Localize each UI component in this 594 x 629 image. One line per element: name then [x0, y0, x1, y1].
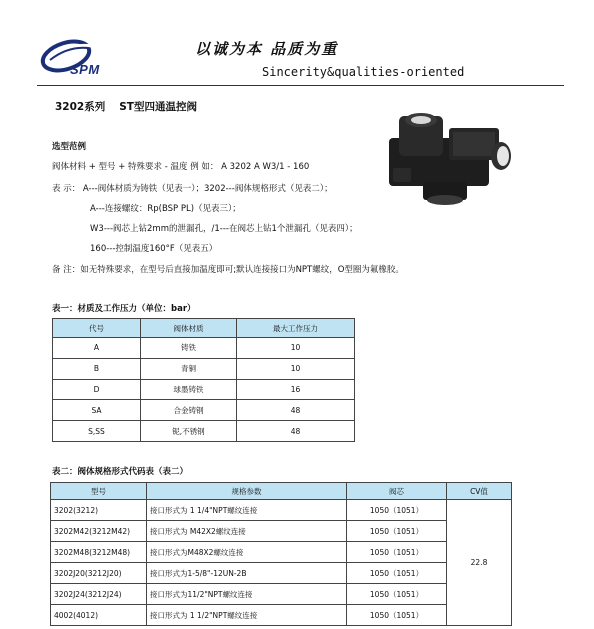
- table-cell: 铸铁: [141, 338, 237, 359]
- table2-caption: 表二：阀体规格形式代码表（表二）: [52, 467, 189, 477]
- table1-caption: 表一：材质及工作压力（单位：bar）: [52, 304, 196, 314]
- selection-heading: 选型范例: [52, 142, 87, 152]
- table-cell: 48: [237, 400, 355, 421]
- table-cell: 接口形式为11/2"NPT螺纹连接: [147, 584, 347, 605]
- table-cell: 3202J24(3212J24): [51, 584, 147, 605]
- table-row: [51, 563, 512, 584]
- remark-line: 备 注：如无特殊要求，在型号后直接加温度即可;默认连接接口为NPT螺纹，O型圈为氟橡胶。: [52, 265, 404, 275]
- table-cell: 1050（1051）: [347, 500, 447, 521]
- table-row: [53, 400, 355, 421]
- table-cell: 1050（1051）: [347, 584, 447, 605]
- material-pressure-table: [52, 318, 355, 442]
- table-cell: 10: [237, 338, 355, 359]
- product-photo: [383, 108, 515, 206]
- column-header: 阀体材质: [141, 319, 237, 338]
- notes-line-1: [52, 182, 333, 194]
- table-cell: 1050（1051）: [347, 605, 447, 626]
- table-row: [51, 605, 512, 626]
- table-cell: 合金铸钢: [141, 400, 237, 421]
- cv-value-cell: 22.8: [447, 500, 512, 626]
- table-header-row: [53, 319, 355, 338]
- table-cell: 3202(3212): [51, 500, 147, 521]
- table-cell: 16: [237, 379, 355, 400]
- table-cell: B: [53, 358, 141, 379]
- table-row: [53, 338, 355, 359]
- table-row: [51, 542, 512, 563]
- table-cell: 10: [237, 358, 355, 379]
- table-cell: 3202M48(3212M48): [51, 542, 147, 563]
- table-cell: 1050（1051）: [347, 542, 447, 563]
- table-cell: 接口形式为1-5/8"-12UN-2B: [147, 563, 347, 584]
- product-name: ST型四通温控阀: [119, 101, 197, 113]
- table-row: [53, 421, 355, 442]
- table-cell: 铌,不锈钢: [141, 421, 237, 442]
- notes-label: 表 示：: [52, 184, 81, 194]
- table-row: [53, 379, 355, 400]
- table-row: [51, 500, 512, 521]
- table-cell: 48: [237, 421, 355, 442]
- table-cell: 接口形式为 1 1/4"NPT螺纹连接: [147, 500, 347, 521]
- table-cell: A: [53, 338, 141, 359]
- notes-line-4: 160---控制温度160°F（见表五）: [90, 244, 218, 254]
- spec-code-table: [50, 482, 512, 626]
- table-cell: 接口形式为 1 1/2"NPT螺纹连接: [147, 605, 347, 626]
- header-divider: [37, 85, 564, 86]
- table-row: [51, 521, 512, 542]
- slogan-english: Sincerity&qualities-oriented: [262, 65, 465, 79]
- table-cell: 1050（1051）: [347, 521, 447, 542]
- table-row: [53, 358, 355, 379]
- table-cell: 3202M42(3212M42): [51, 521, 147, 542]
- column-header: 规格参数: [147, 483, 347, 500]
- table-row: [51, 584, 512, 605]
- table-cell: S,SS: [53, 421, 141, 442]
- logo-text: SPM: [70, 62, 100, 77]
- column-header: 代号: [53, 319, 141, 338]
- table-cell: 接口形式为 M42X2螺纹连接: [147, 521, 347, 542]
- table-cell: 1050（1051）: [347, 563, 447, 584]
- notes-text-1: A---阀体材质为铸铁（见表一）；3202---阀体规格形式（见表二）；: [82, 184, 333, 194]
- selection-formula: 阀体材料 + 型号 + 特殊要求 - 温度 例 如： A 3202 A W3/1 - 160: [52, 162, 310, 172]
- column-header: CV值: [447, 483, 512, 500]
- page-title: [55, 99, 197, 114]
- table-cell: 球墨铸铁: [141, 379, 237, 400]
- table-cell: 3202J20(3212J20): [51, 563, 147, 584]
- notes-line-3: W3---阀芯上钻2mm的泄漏孔，/1---在阀芯上钻1个泄漏孔（见表四）；: [90, 224, 358, 234]
- column-header: 型号: [51, 483, 147, 500]
- table-cell: 4002(4012): [51, 605, 147, 626]
- notes-line-2: A---连接螺纹：Rp(BSP PL)（见表三）；: [90, 204, 241, 214]
- table-cell: SA: [53, 400, 141, 421]
- table-cell: D: [53, 379, 141, 400]
- table-header-row: [51, 483, 512, 500]
- column-header: 阀芯: [347, 483, 447, 500]
- table-cell: 接口形式为M48X2螺纹连接: [147, 542, 347, 563]
- table-cell: 青铜: [141, 358, 237, 379]
- series-label: 3202系列: [55, 101, 106, 113]
- slogan-chinese: 以诚为本 品质为重: [195, 40, 339, 58]
- column-header: 最大工作压力: [237, 319, 355, 338]
